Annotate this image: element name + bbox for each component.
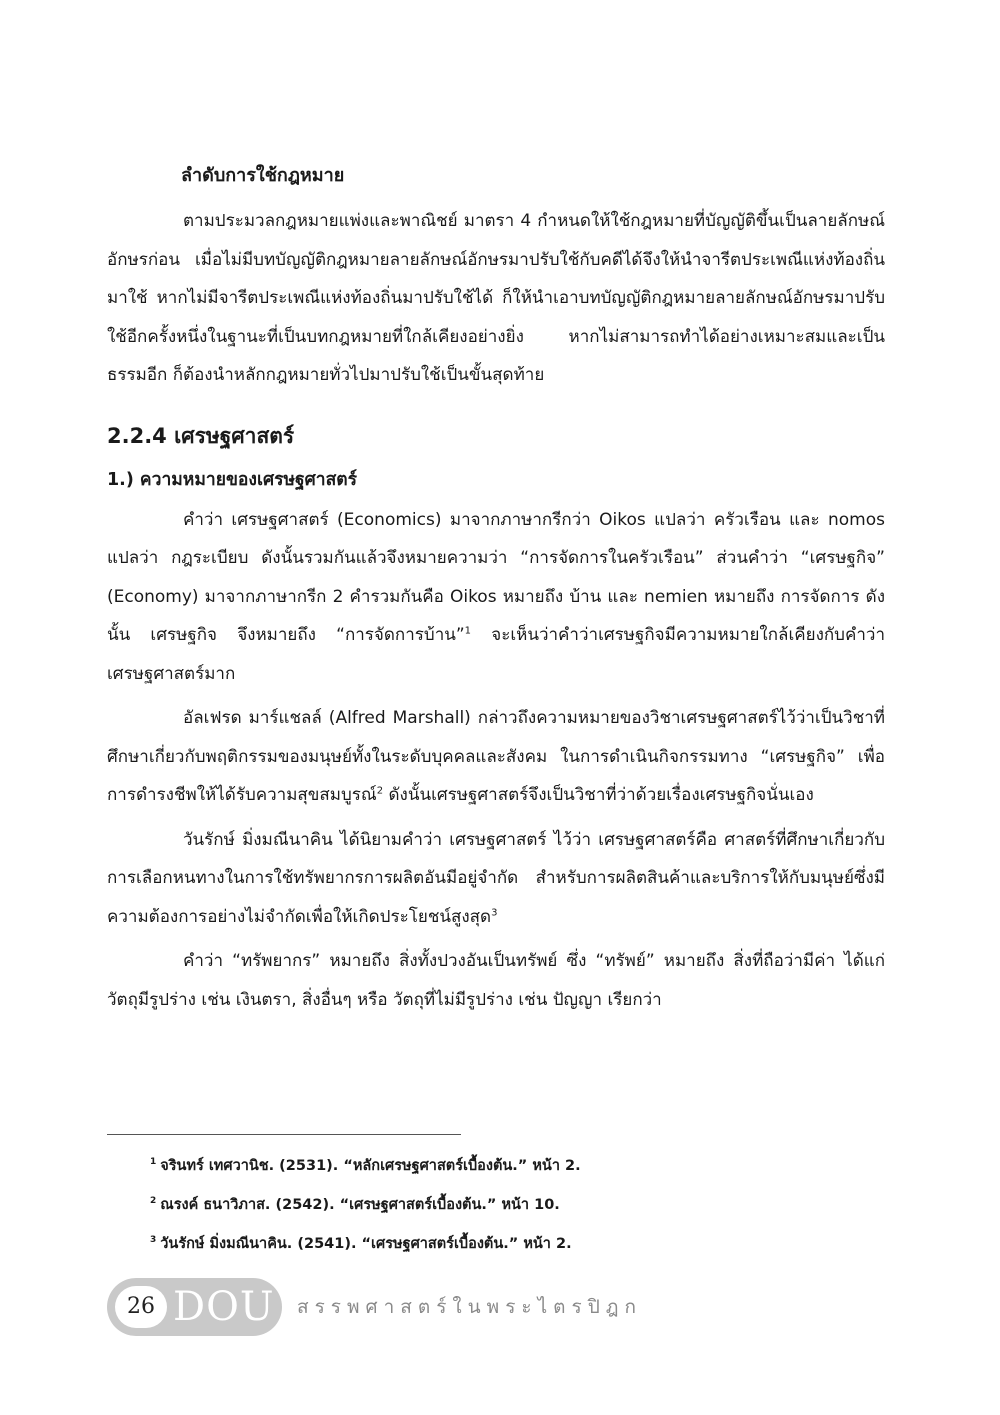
footnote-text: จรินทร์ เทศวานิช. (2531). “หลักเศรษฐศาสตร์เบื้องต้น.” หน้า 2. — [160, 1158, 581, 1174]
footnote-2 — [150, 1195, 870, 1215]
footnote-number: 2 — [150, 1196, 157, 1207]
paragraph-alfred-marshall — [107, 699, 885, 815]
footnote-number: 1 — [150, 1157, 157, 1168]
footnote-number: 3 — [150, 1235, 157, 1246]
dou-logo-text: DOU — [173, 1284, 275, 1330]
paragraph-text: คำว่า เศรษฐศาสตร์ (Economics) มาจากภาษากรีกว่า Oikos แปลว่า ครัวเรือน และ nomos แปลว่า กฎระเบียบ ดังนั้นรวมกันแล้วจึงหมายความว่า “การจัดการในครัวเรือน” ส่วนคำว่า “เศรษฐกิจ” (Economy) มาจากภาษากรีก 2 คำรวมกันคือ Oikos หมายถึง บ้าน และ nemien หมายถึง การจัดการ ดังนั้น เศรษฐกิจ จึงหมายถึง “การจัดการบ้าน” — [107, 509, 885, 645]
paragraph-text: อัลเฟรด มาร์แชลล์ (Alfred Marshall) กล่าวถึงความหมายของวิชาเศรษฐศาสตร์ไว้ว่าเป็นวิชาที่ศึกษาเกี่ยวกับพฤติกรรมของมนุษย์ทั้งในระดับบุคคลและสังคม ในการดำเนินกิจกรรมทาง “เศรษฐกิจ” เพื่อการดำรงชีพให้ได้รับความสุขสมบูรณ์ — [107, 708, 885, 805]
footnote-3 — [150, 1234, 870, 1254]
paragraph-law-order: ตามประมวลกฎหมายแพ่งและพาณิชย์ มาตรา 4 กำหนดให้ใช้กฎหมายที่บัญญัติขึ้นเป็นลายลักษณ์อักษรก่อน เมื่อไม่มีบทบัญญัติกฎหมายลายลักษณ์อักษรมาปรับใช้กับคดีได้จึงให้นำจารีตประเพณีแห่งท้องถิ่นมาใช้ หากไม่มีจารีตประเพณีแห่งท้องถิ่นมาปรับใช้ได้ ก็ให้นำเอาบทบัญญัติกฎหมายลายลักษณ์อักษรมาปรับใช้อีกครั้งหนึ่งในฐานะที่เป็นบทกฎหมายที่ใกล้เคียงอย่างยิ่ง หากไม่สามารถทำได้อย่างเหมาะสมและเป็นธรรมอีก ก็ต้องนำหลักกฎหมายทั่วไปมาปรับใช้เป็นขั้นสุดท้าย — [107, 211, 885, 385]
main-content — [107, 164, 885, 1019]
footnote-ref-3: 3 — [491, 906, 498, 918]
heading-economics-meaning: 1.) ความหมายของเศรษฐศาสตร์ — [107, 469, 358, 490]
footnote-ref-1: 1 — [464, 625, 472, 637]
paragraph-economics-etymology — [107, 501, 885, 694]
section-heading: ลำดับการใช้กฎหมาย — [181, 165, 345, 186]
paragraph-text: จะเห็นว่าคำว่าเศรษฐกิจมีความหมายใกล้เคียงกับคำว่าเศรษฐศาสตร์มาก — [107, 625, 885, 684]
paragraph-resources: คำว่า “ทรัพยากร” หมายถึง สิ่งทั้งปวงอันเป็นทรัพย์ ซึ่ง “ทรัพย์” หมายถึง สิ่งที่ถือว่ามีค่า ได้แก่ วัตถุมีรูปร่าง เช่น เงินตรา, สิ่งอื่นๆ หรือ วัตถุที่ไม่มีรูปร่าง เช่น ปัญญา เรียกว่า — [107, 951, 885, 1010]
footnote-ref-2: 2 — [376, 785, 384, 797]
footnote-divider — [107, 1134, 461, 1135]
book-title: สรรพศาสตร์ในพระไตรปิฎก — [297, 1296, 643, 1318]
dou-badge — [107, 1278, 282, 1336]
paragraph-wanrak-definition — [107, 821, 885, 937]
page-number: 26 — [115, 1286, 167, 1328]
footnote-text: ณรงค์ ธนาวิภาส. (2542). “เศรษฐศาสตร์เบื้องต้น.” หน้า 10. — [160, 1197, 560, 1213]
footnote-1 — [150, 1156, 870, 1176]
footnotes — [150, 1156, 870, 1273]
paragraph-text: วันรักษ์ มิ่งมณีนาคิน ได้นิยามคำว่า เศรษฐศาสตร์ ไว้ว่า เศรษฐศาสตร์คือ ศาสตร์ที่ศึกษาเกี่ยวกับการเลือกหนทางในการใช้ทรัพยากรการผลิตอันมีอยู่จำกัด สำหรับการผลิตสินค้าและบริการให้กับมนุษย์ซึ่งมีความต้องการอย่างไม่จำกัดเพื่อให้เกิดประโยชน์สูงสุด — [107, 829, 885, 927]
heading-2-2-4: 2.2.4 เศรษฐศาสตร์ — [107, 423, 295, 448]
footnote-text: วันรักษ์ มิ่งมณีนาคิน. (2541). “เศรษฐศาสตร์เบื้องต้น.” หน้า 2. — [160, 1236, 572, 1252]
page-footer — [107, 1278, 907, 1336]
paragraph-text: ดังนั้นเศรษฐศาสตร์จึงเป็นวิชาที่ว่าด้วยเรื่องเศรษฐกิจนั่นเอง — [383, 785, 814, 805]
